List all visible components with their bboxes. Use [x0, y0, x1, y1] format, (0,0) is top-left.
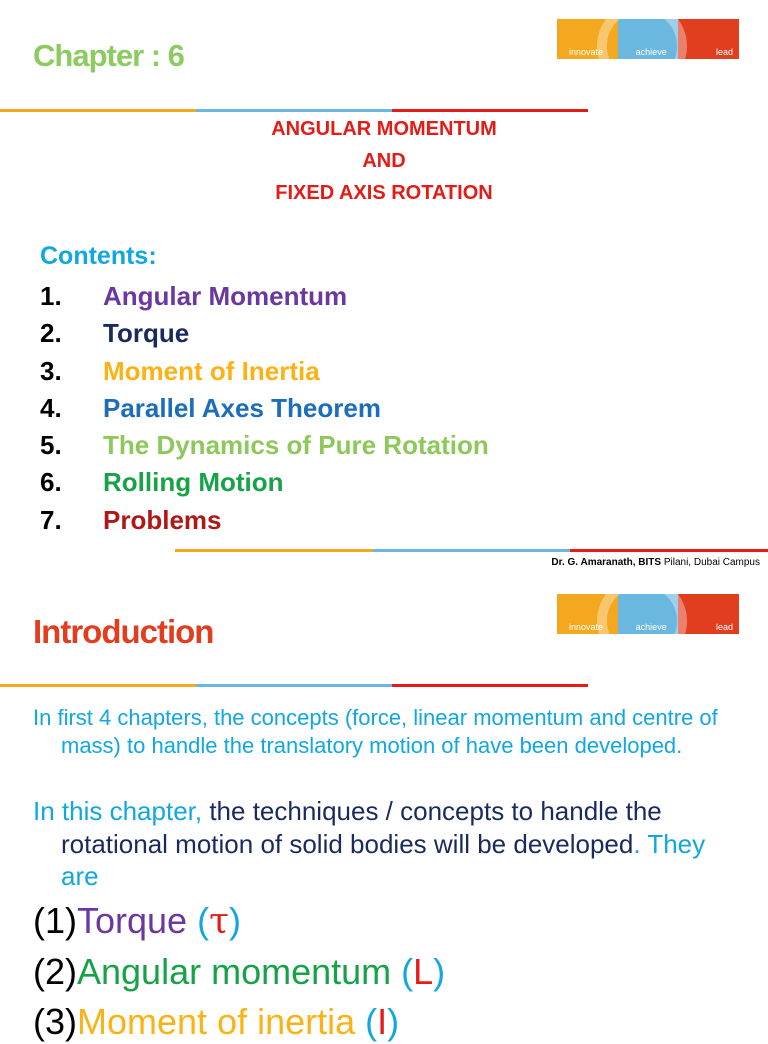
- item-number: 7.: [40, 504, 62, 535]
- concept-number: (2): [33, 951, 77, 992]
- item-text: Angular Momentum: [103, 281, 348, 311]
- logo-label-achieve: achieve: [635, 622, 667, 632]
- logo-segment-lead: [678, 594, 739, 634]
- concept-label: Torque: [77, 900, 188, 941]
- concept-paren-close: ): [387, 1001, 400, 1042]
- paragraph-body: the techniques / concepts to handle the rotational motion of solid bodies will be developed: [61, 796, 662, 859]
- item-text: Problems: [103, 504, 222, 535]
- item-text: Parallel Axes Theorem: [103, 392, 381, 423]
- logo-label-innovate: innovate: [569, 622, 604, 632]
- item-text: Torque: [103, 318, 190, 349]
- divider-line: [0, 684, 588, 687]
- slide-heading-line-1: ANGULAR MOMENTUM: [271, 118, 497, 140]
- concept-paren-open: (: [391, 951, 414, 992]
- intro-paragraph-1-text: In first 4 chapters, the concepts (force, linear momentum and centre of mass) to handle the translatory motion of have been developed.: [33, 705, 718, 758]
- item-number: 6.: [40, 467, 62, 498]
- concept-number: (3): [33, 1001, 77, 1042]
- author-credit-rest: Pilani, Dubai Campus: [661, 557, 760, 568]
- concept-item-angular-momentum: [33, 950, 445, 994]
- item-number: 1.: [40, 281, 62, 311]
- tau-symbol: τ: [209, 901, 229, 942]
- concept-item-moment-of-inertia: [33, 1000, 399, 1044]
- footer-divider-line: [175, 549, 768, 552]
- slide-heading-line-3: FIXED AXIS ROTATION: [275, 182, 493, 204]
- logo-segment-lead: [678, 19, 739, 59]
- contents-item: [40, 315, 489, 352]
- item-number: 5.: [40, 430, 62, 461]
- logo-label-innovate: innovate: [569, 47, 604, 57]
- author-credit-bold: Dr. G. Amaranath, BITS: [551, 557, 662, 568]
- paragraph-lead: In this chapter,: [33, 796, 203, 826]
- contents-list: [40, 278, 489, 539]
- item-number: 3.: [40, 355, 62, 386]
- contents-item: [40, 390, 489, 427]
- contents-label: Contents:: [40, 242, 157, 270]
- logo-segment-innovate: [557, 19, 618, 59]
- concept-number: (1): [33, 900, 77, 941]
- item-text: Moment of Inertia: [103, 355, 320, 386]
- concept-paren-close: ): [433, 951, 446, 992]
- intro-paragraph-1: [33, 704, 733, 760]
- logo-segment-achieve: [618, 594, 679, 634]
- contents-item: [40, 353, 489, 390]
- logo-segment-innovate: [557, 594, 618, 634]
- bits-logo-banner: [557, 19, 739, 59]
- item-number: 4.: [40, 392, 62, 423]
- concept-label: Angular momentum: [77, 951, 392, 992]
- logo-label-achieve: achieve: [635, 47, 667, 57]
- contents-item: [40, 502, 489, 539]
- logo-segment-achieve: [618, 19, 679, 59]
- l-symbol: L: [413, 951, 434, 992]
- concept-paren-close: ): [229, 900, 241, 941]
- item-text: Rolling Motion: [103, 467, 284, 498]
- slide-title: Introduction: [33, 613, 214, 650]
- concept-label: Moment of inertia: [77, 1001, 356, 1042]
- logo-label-lead: lead: [716, 47, 734, 57]
- chapter-title: Chapter : 6: [33, 38, 184, 73]
- i-symbol: I: [377, 1001, 388, 1042]
- paragraph-tail: . They are: [61, 828, 706, 891]
- intro-paragraph-2: [33, 795, 733, 893]
- contents-item: [40, 278, 489, 315]
- contents-item: [40, 427, 489, 464]
- concept-paren-open: (: [355, 1001, 378, 1042]
- author-credit: [551, 557, 760, 568]
- divider-line: [0, 109, 588, 112]
- item-number: 2.: [40, 318, 62, 349]
- item-text: The Dynamics of Pure Rotation: [103, 430, 489, 461]
- bits-logo-banner: [557, 594, 739, 634]
- logo-label-lead: lead: [716, 622, 734, 632]
- contents-item: [40, 464, 489, 501]
- concept-paren-open: (: [187, 900, 210, 941]
- concept-item-torque: [33, 899, 241, 944]
- slide-heading-line-2: AND: [362, 150, 406, 172]
